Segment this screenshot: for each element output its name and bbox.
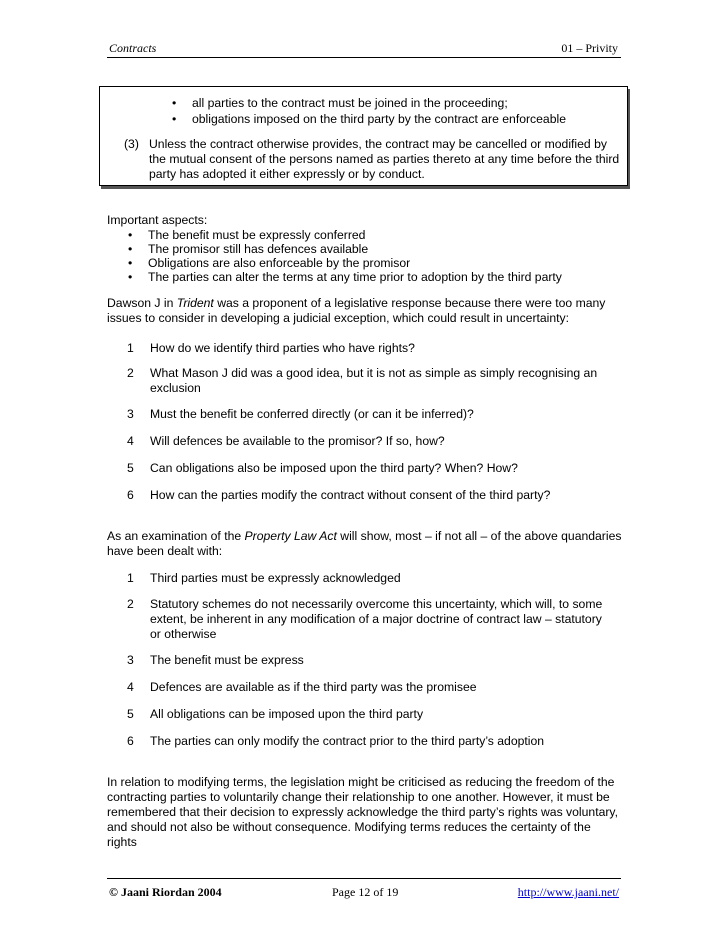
act-name: Property Law Act xyxy=(244,529,337,543)
list-item: • The promisor still has defences available xyxy=(128,242,369,256)
dawson-paragraph: Dawson J in Trident was a proponent of a legislative response because there were too many issues to consider in developing a judicial exception, which could result in uncertainty: xyxy=(107,296,606,325)
header-title: Contracts xyxy=(109,41,157,55)
issue-number: 1 xyxy=(127,341,134,355)
closing-paragraph: In relation to modifying terms, the legislation might be criticised as reducing the freedom of the contracting parties to voluntarily change their relationship to one another. However, it must be remembered that their decision to expressly acknowledge the third party’s rights was voluntary, and should not also be without consequence. Modifying terms reduces the certainty of the rights xyxy=(107,775,618,849)
statute-clause xyxy=(124,137,624,182)
header-section: 01 – Privity xyxy=(561,41,618,55)
box-bullet-list xyxy=(172,95,612,127)
answer-number: 4 xyxy=(127,680,134,694)
bullet-icon: • xyxy=(128,256,133,270)
clause-number: (3) xyxy=(124,137,139,151)
list-item: • obligations imposed on the third party by the contract are enforceable xyxy=(172,112,566,126)
issue-text: Will defences be available to the promisor? If so, how? xyxy=(150,434,445,448)
issue-number: 3 xyxy=(127,407,134,421)
answer-number: 6 xyxy=(127,734,134,748)
issue-number: 6 xyxy=(127,488,134,502)
list-item: • all parties to the contract must be joined in the proceeding; xyxy=(172,96,508,110)
issue-number: 2 xyxy=(127,366,134,380)
page-footer xyxy=(107,878,621,899)
answer-text: Third parties must be expressly acknowledged xyxy=(150,571,401,585)
answer-text: All obligations can be imposed upon the third party xyxy=(150,707,424,721)
issue-text: How do we identify third parties who have rights? xyxy=(150,341,415,355)
issue-number: 5 xyxy=(127,461,134,475)
list-item: • Obligations are also enforceable by the promisor xyxy=(128,256,411,270)
answer-number: 5 xyxy=(127,707,134,721)
issue-number: 4 xyxy=(127,434,134,448)
website-link[interactable]: http://www.jaani.net/ xyxy=(517,885,619,899)
issue-text: Must the benefit be conferred directly (or can it be inferred)? xyxy=(150,407,474,421)
answer-text: The benefit must be express xyxy=(150,653,304,667)
clause-text: Unless the contract otherwise provides, the contract may be cancelled or modified by the mutual consent of the persons named as parties thereto at any time before the third party has adopted it either expressly or by conduct. xyxy=(149,137,620,181)
copyright: © Jaani Riordan 2004 xyxy=(109,885,222,899)
page-header xyxy=(107,41,621,58)
answer-text: Statutory schemes do not necessarily overcome this uncertainty, which will, to some extent, be inherent in any modification of a major doctrine of contract law – statutory or otherwise xyxy=(150,597,603,641)
statute-box xyxy=(99,86,628,186)
pla-paragraph: As an examination of the Property Law Act will show, most – if not all – of the above quandaries have been dealt with: xyxy=(107,529,622,558)
bullet-icon: • xyxy=(172,112,177,126)
page-number: Page 12 of 19 xyxy=(332,885,399,899)
aspects-heading: Important aspects: xyxy=(107,213,208,227)
list-item: • The parties can alter the terms at any time prior to adoption by the third party xyxy=(128,270,562,284)
issue-text: How can the parties modify the contract without consent of the third party? xyxy=(150,488,551,502)
bullet-icon: • xyxy=(128,228,133,242)
answer-text: The parties can only modify the contract prior to the third party’s adoption xyxy=(150,734,545,748)
bullet-icon: • xyxy=(172,96,177,110)
list-item: • The benefit must be expressly conferred xyxy=(128,228,366,242)
bullet-icon: • xyxy=(128,270,133,284)
answer-number: 1 xyxy=(127,571,134,585)
answer-text: Defences are available as if the third party was the promisee xyxy=(150,680,477,694)
issue-text: Can obligations also be imposed upon the third party? When? How? xyxy=(150,461,518,475)
answer-number: 2 xyxy=(127,597,134,611)
case-name: Trident xyxy=(176,296,214,310)
answer-number: 3 xyxy=(127,653,134,667)
issue-text: What Mason J did was a good idea, but it is not as simple as simply recognising an exclusion xyxy=(150,366,598,395)
bullet-icon: • xyxy=(128,242,133,256)
